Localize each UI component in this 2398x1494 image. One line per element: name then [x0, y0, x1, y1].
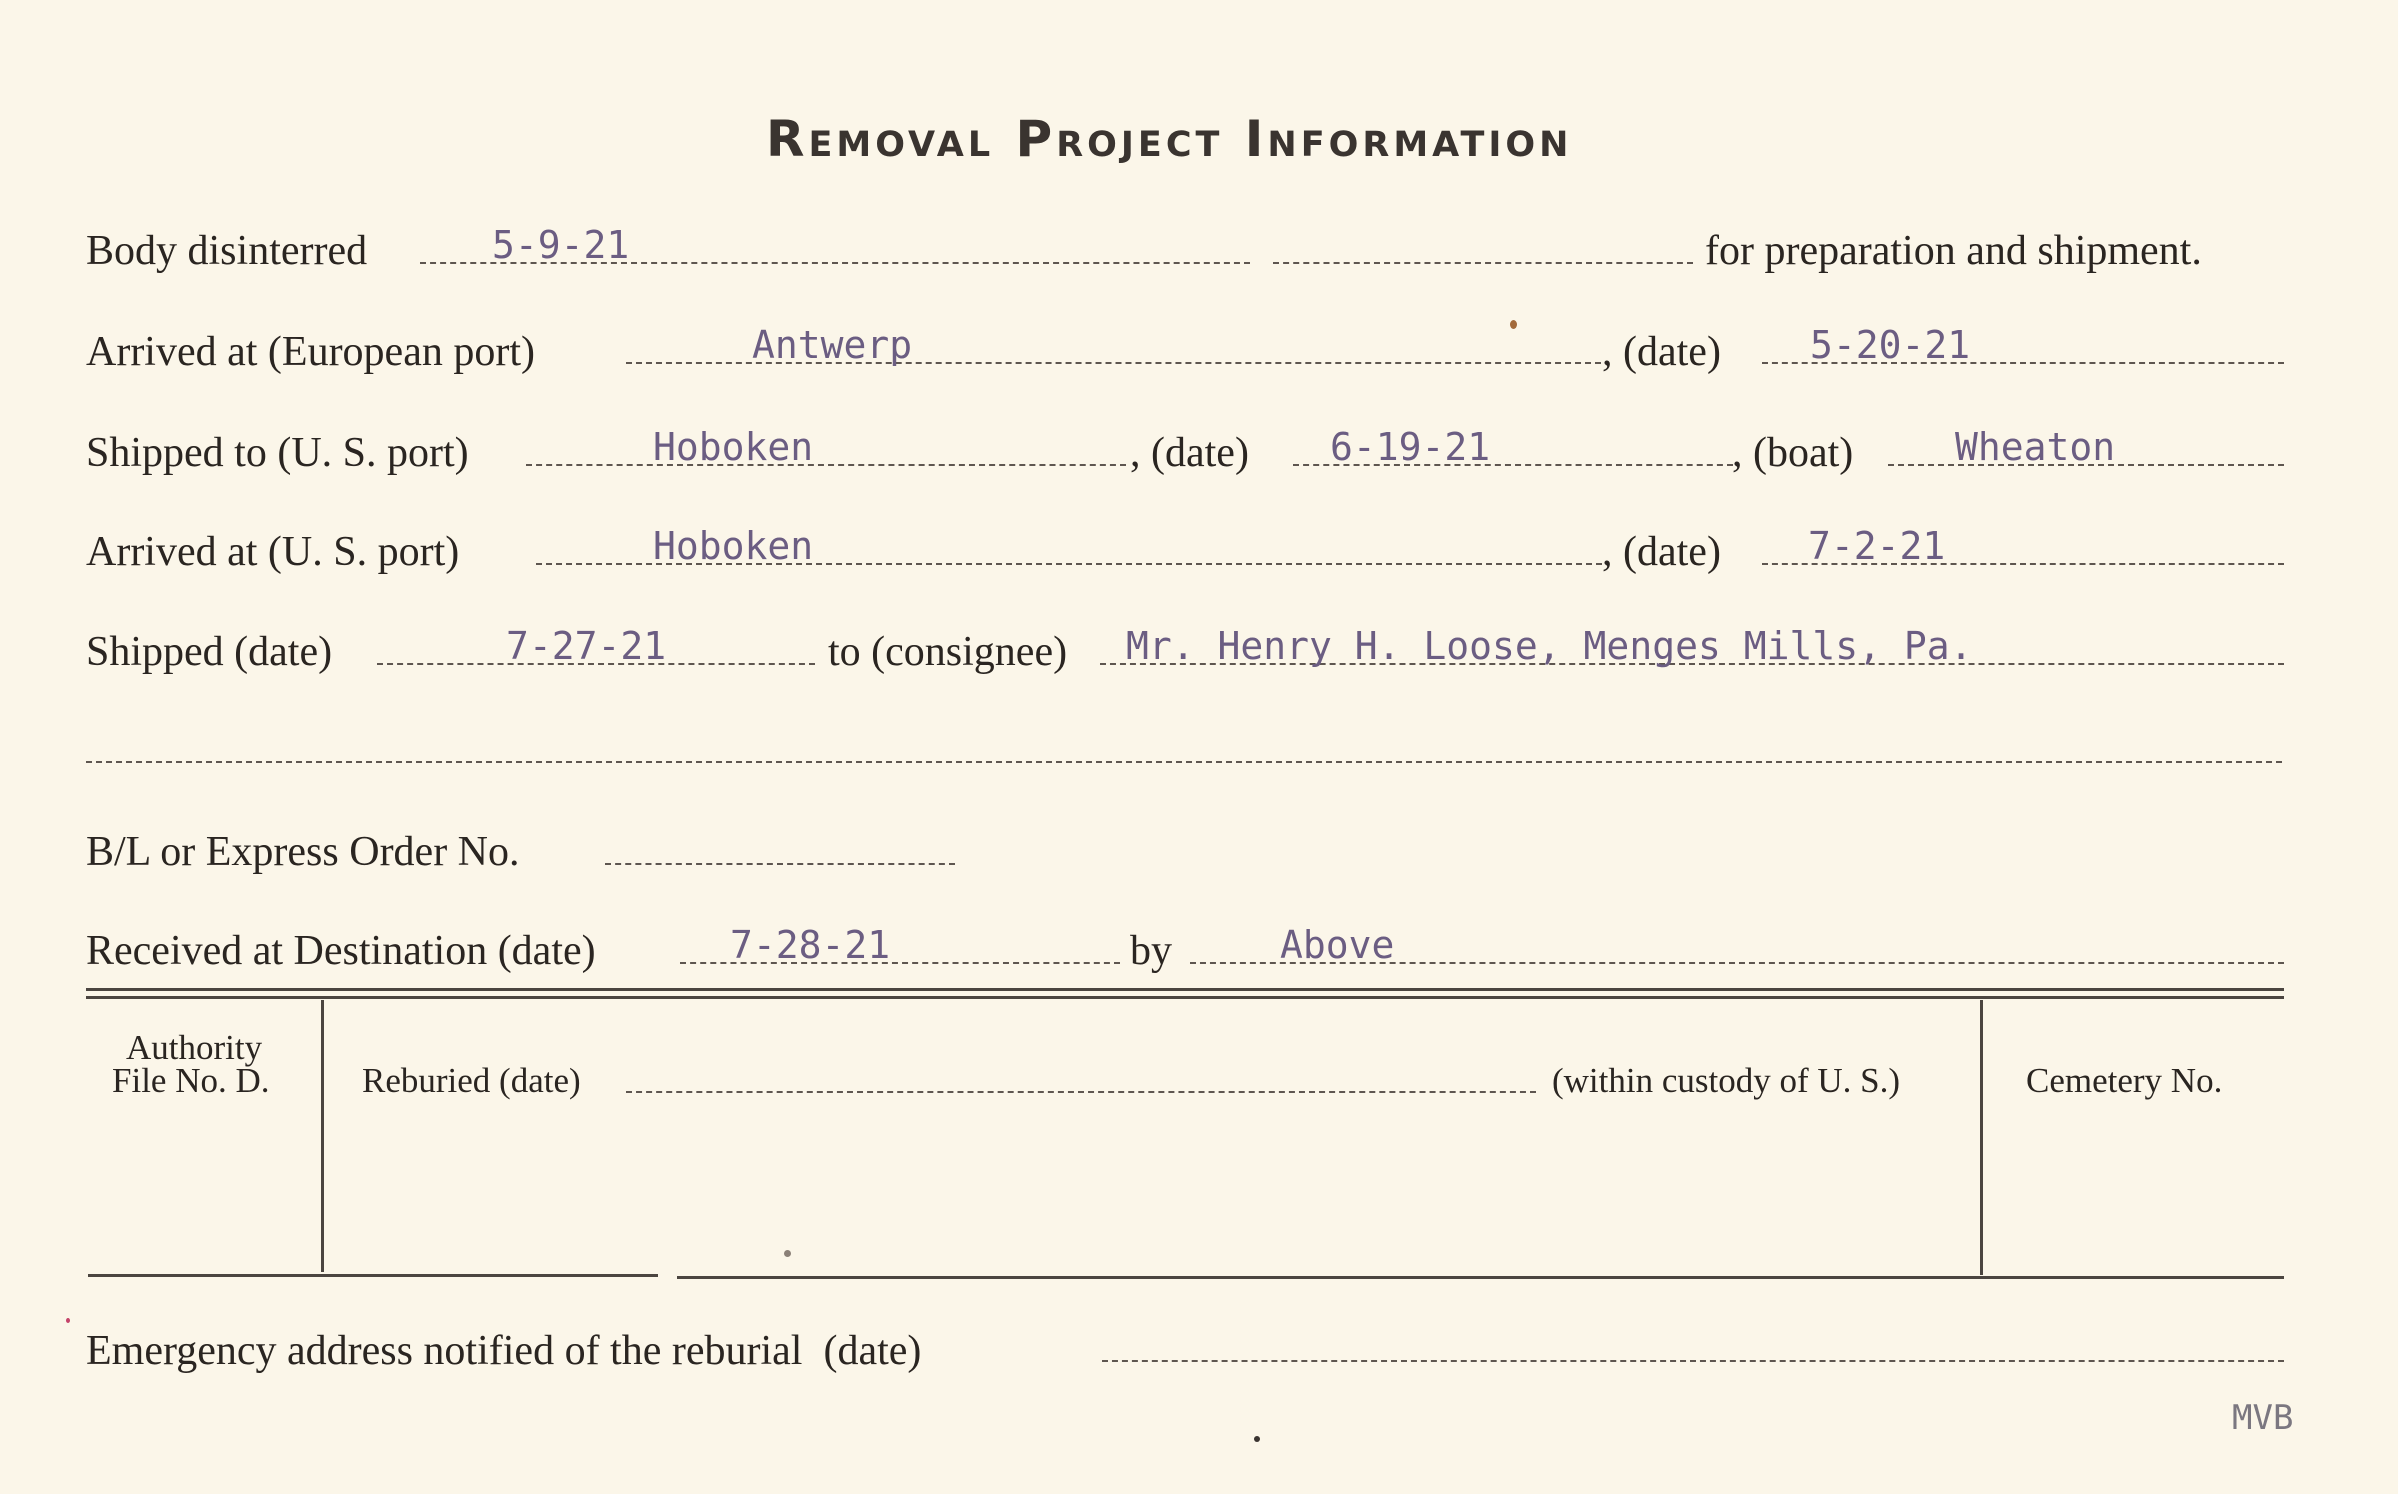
- shipped-label: Shipped (date): [86, 629, 333, 675]
- arrived-european-date: 5-20-21: [1810, 323, 1971, 367]
- authority-divider: [321, 1000, 324, 1272]
- received-date: 7-28-21: [730, 923, 891, 967]
- initials-stamp: MVB: [2232, 1398, 2294, 1438]
- body-disinterred-line-2: [1273, 262, 1693, 264]
- shipped-us-label: Shipped to (U. S. port): [86, 430, 469, 476]
- double-rule-bottom: [86, 996, 2284, 999]
- emergency-label: Emergency address notified of the reburial (date): [86, 1328, 922, 1374]
- body-disinterred-date: 5-9-21: [492, 223, 630, 267]
- consignee-value: Mr. Henry H. Loose, Menges Mills, Pa.: [1126, 624, 1973, 668]
- arrived-european-date-label: , (date): [1602, 329, 1721, 375]
- received-label: Received at Destination (date): [86, 928, 596, 974]
- box-bottom-right: [677, 1276, 2284, 1279]
- emergency-line: [1102, 1360, 2284, 1362]
- cemetery-divider: [1980, 1000, 1983, 1275]
- authority-label-1: Authority: [126, 1028, 263, 1067]
- consignee-label: to (consignee): [828, 629, 1068, 675]
- reburied-line: [626, 1091, 1536, 1093]
- bl-order-label: B/L or Express Order No.: [86, 829, 520, 875]
- blank-line: [86, 761, 2282, 763]
- box-bottom-left: [88, 1274, 658, 1277]
- arrived-us-date: 7-2-21: [1808, 524, 1946, 568]
- body-disinterred-suffix: for preparation and shipment.: [1705, 228, 2202, 274]
- arrived-us-date-label: , (date): [1602, 529, 1721, 575]
- ink-speck-4: [66, 1318, 70, 1323]
- arrived-european-port: Antwerp: [752, 323, 913, 367]
- body-disinterred-label: Body disinterred: [86, 228, 368, 274]
- shipped-us-date-label: , (date): [1130, 430, 1249, 476]
- received-by-label: by: [1130, 928, 1172, 974]
- arrived-european-label: Arrived at (European port): [86, 329, 535, 375]
- arrived-us-port: Hoboken: [653, 524, 814, 568]
- custody-label: (within custody of U. S.): [1552, 1061, 1901, 1100]
- received-by: Above: [1280, 923, 1395, 967]
- form-title: Removal Project Information: [766, 110, 1573, 168]
- arrived-us-label: Arrived at (U. S. port): [86, 529, 460, 575]
- shipped-us-boat: Wheaton: [1955, 425, 2116, 469]
- shipped-us-port: Hoboken: [653, 425, 814, 469]
- shipped-date: 7-27-21: [506, 624, 667, 668]
- bl-order-line: [605, 863, 955, 865]
- shipped-us-boat-label: , (boat): [1732, 430, 1854, 476]
- ink-speck: [1510, 320, 1517, 329]
- cemetery-label: Cemetery No.: [2026, 1061, 2223, 1100]
- reburied-label: Reburied (date): [362, 1061, 581, 1100]
- shipped-us-date: 6-19-21: [1330, 425, 1491, 469]
- ink-speck-3: [1254, 1436, 1260, 1442]
- ink-speck-2: [784, 1250, 791, 1257]
- double-rule-top: [86, 988, 2284, 991]
- shipped-us-line: [526, 464, 1126, 466]
- authority-label-2: File No. D.: [112, 1061, 270, 1100]
